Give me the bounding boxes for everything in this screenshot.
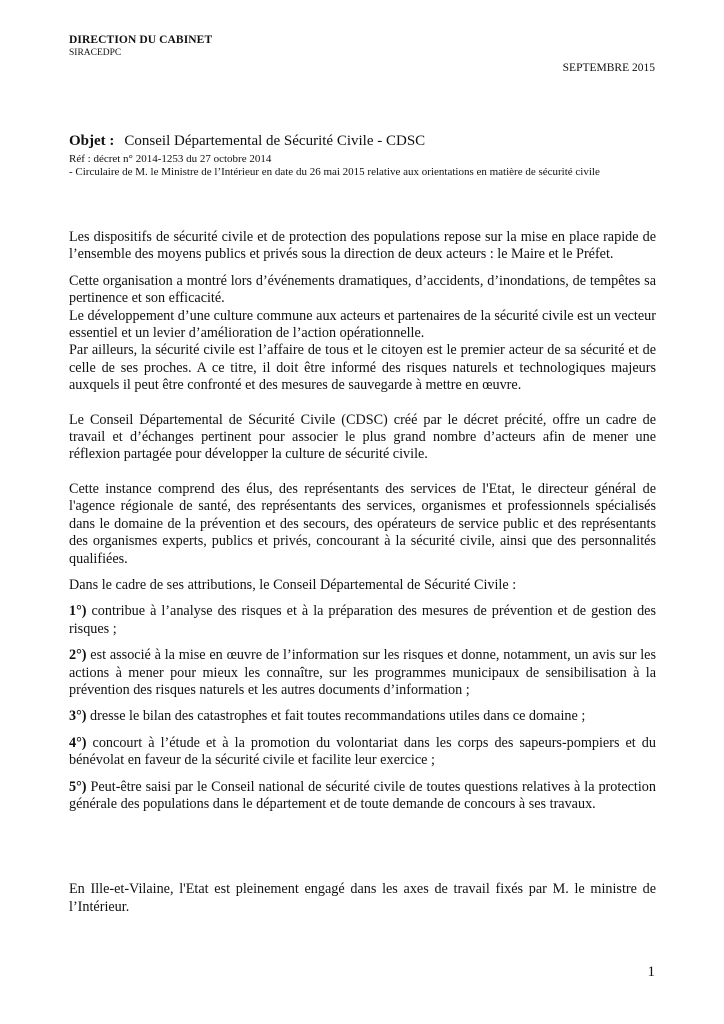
page-number: 1	[647, 964, 655, 980]
item-number: 5°)	[69, 778, 87, 795]
item-number: 3°)	[69, 708, 87, 725]
list-item	[69, 779, 656, 814]
paragraph: Dans le cadre de ses attributions, le Conseil Départemental de Sécurité Civile :	[69, 576, 517, 593]
subject-text: Conseil Départemental de Sécurité Civile - CDSC	[124, 133, 426, 149]
item-number: 1°)	[69, 603, 87, 620]
reference-decree: Réf : décret n° 2014-1253 du 27 octobre 2014	[69, 153, 272, 165]
document-body	[69, 229, 656, 916]
item-number: 2°)	[69, 647, 87, 664]
header-direction: DIRECTION DU CABINET	[69, 34, 213, 46]
subject-line	[69, 133, 425, 150]
list-item	[69, 603, 656, 638]
paragraph: Le développement d’une culture commune aux acteurs et partenaires de la sécurité civile est un vecteur essentiel et un levier d’amélioration de l’action opérationnelle.	[69, 307, 656, 342]
item-text: Peut-être saisi par le Conseil national de sécurité civile de toutes questions relatives à la protection générale des populations dans le département et de toute demande de concours à ses travaux.	[69, 778, 656, 812]
item-text: contribue à l’analyse des risques et à la préparation des mesures de prévention et de gestion des risques ;	[69, 603, 656, 637]
list-item	[69, 735, 656, 770]
paragraph: Par ailleurs, la sécurité civile est l’affaire de tous et le citoyen est le premier acteur de sa sécurité et de celle de ses proches. A ce titre, il doit être informé des risques naturels et technologiques majeurs auxquels il peut être confronté et des mesures de sauvegarde à mettre en œuvre.	[69, 342, 656, 394]
header-date: SEPTEMBRE 2015	[562, 62, 655, 74]
paragraph: Cette instance comprend des élus, des représentants des services de l'Etat, le directeur général de l'agence régionale de santé, des représentants des services, organismes et professionnels spécialisés dans le domaine de la prévention et des secours, des opérateurs de service public et des représentants des organismes experts, publics et privés, concourant à la sécurité civile, ainsi que des personnalités qualifiées.	[69, 480, 656, 567]
paragraph: Cette organisation a montré lors d’événements dramatiques, d’accidents, d’inondations, de tempêtes sa pertinence et son efficacité.	[69, 272, 656, 307]
reference-circular: - Circulaire de M. le Ministre de l’Intérieur en date du 26 mai 2015 relative aux orientations en matière de sécurité civile	[69, 166, 600, 178]
header-service: SIRACEDPC	[69, 48, 122, 58]
paragraph: Le Conseil Départemental de Sécurité Civile (CDSC) créé par le décret précité, offre un cadre de travail et d’échanges pertinent pour associer le plus grand nombre d’acteurs afin de mener une réflexion partagée pour développer la culture de sécurité civile.	[69, 411, 656, 463]
subject-label: Objet :	[69, 133, 115, 149]
references-block	[69, 153, 656, 179]
closing-paragraph: En Ille-et-Vilaine, l'Etat est pleinement engagé dans les axes de travail fixés par M. le ministre de l’Intérieur.	[69, 881, 656, 915]
item-text: concourt à l’étude et à la promotion du volontariat dans les corps des sapeurs-pompiers et du bénévolat en faveur de la sécurité civile et facilite leur exercice ;	[69, 734, 656, 769]
list-item	[69, 708, 656, 725]
list-item	[69, 647, 656, 699]
item-number: 4°)	[69, 734, 87, 751]
item-text: dresse le bilan des catastrophes et fait toutes recommandations utiles dans ce domaine ;	[86, 708, 586, 725]
item-text: est associé à la mise en œuvre de l’information sur les risques et donne, notamment, un avis sur les actions à mener pour mieux les connaître, sur les programmes municipaux de sensibilisation à la prévention des risques naturels et les autres documents d’information ;	[69, 647, 656, 698]
paragraph: Les dispositifs de sécurité civile et de protection des populations repose sur la mise en place rapide de l’ensemble des moyens publics et privés sous la direction de deux acteurs : le Maire et le Préfet.	[69, 229, 656, 263]
